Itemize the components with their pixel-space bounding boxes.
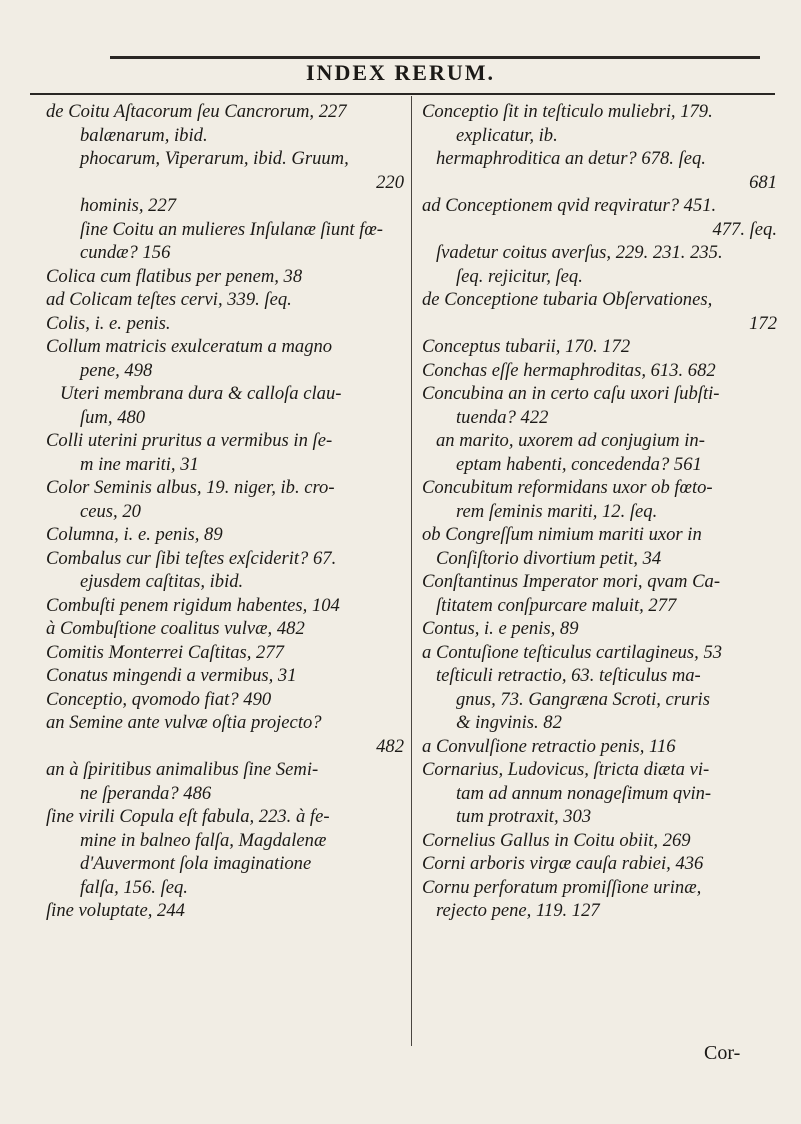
index-line: cundæ? 156	[80, 242, 171, 263]
index-line: ſine Coitu an mulieres Inſulanæ ſiunt fœ-	[80, 218, 384, 240]
index-line: balænarum, ibid.	[80, 124, 208, 146]
index-line: Colis, i. e. penis.	[46, 312, 171, 334]
index-line: à Combuſtione coalitus vulvæ, 482	[46, 618, 305, 639]
index-line: ejusdem caſtitas, ibid.	[80, 571, 244, 592]
index-line: Conſiſtorio divortium petit, 34	[436, 547, 662, 569]
index-line: Conceptio, qvomodo fiat? 490	[46, 688, 272, 710]
index-line: ob Congreſſum nimium mariti uxor in	[422, 524, 702, 545]
index-line: Cornarius, Ludovicus, ſtricta diæta vi-	[422, 759, 710, 780]
index-line: Colli uterini pruritus a vermibus in ſe-	[46, 430, 333, 451]
index-line: eptam habenti, concedenda? 561	[456, 453, 702, 475]
index-line: ſeq. rejicitur, ſeq.	[456, 265, 583, 287]
index-line: tum protraxit, 303	[456, 806, 592, 827]
index-line: Colica cum flatibus per penem, 38	[46, 265, 303, 287]
index-line: Conatus mingendi a vermibus, 31	[46, 665, 297, 686]
index-line: Contus, i. e penis, 89	[422, 618, 579, 639]
index-line: 681	[749, 171, 777, 193]
index-line: Conſtantinus Imperator mori, qvam Ca-	[422, 571, 721, 592]
index-line: ſine voluptate, 244	[46, 900, 185, 921]
index-line: hermaphroditica an detur? 678. ſeq.	[436, 148, 706, 169]
index-line: d'Auvermont ſola imaginatione	[80, 853, 312, 874]
index-line: rejecto pene, 119. 127	[436, 900, 600, 921]
index-line: Comitis Monterrei Caſtitas, 277	[46, 641, 284, 663]
index-line: ſtitatem conſpurcare maluit, 277	[436, 594, 677, 616]
left-column	[46, 100, 404, 923]
index-line: Corni arboris virgæ cauſa rabiei, 436	[422, 853, 704, 874]
column-divider	[411, 96, 412, 1046]
index-line: ne ſperanda? 486	[80, 782, 212, 804]
index-line: mine in balneo falſa, Magdalenæ	[80, 829, 327, 851]
index-line: 220	[376, 171, 404, 193]
index-line: ad Conceptionem qvid reqviratur? 451.	[422, 195, 717, 216]
index-line: rem ſeminis mariti, 12. ſeq.	[456, 500, 658, 522]
header-rule	[30, 93, 775, 95]
index-line: teſticuli retractio, 63. teſticulus ma-	[436, 665, 701, 686]
index-line: gnus, 73. Gangræna Scroti, cruris	[456, 688, 710, 710]
index-line: Concubina an in certo caſu uxori ſubſti-	[422, 383, 720, 404]
right-column	[422, 100, 777, 923]
index-line: hominis, 227	[80, 195, 177, 216]
index-line: ceus, 20	[80, 500, 141, 522]
index-line: 482	[376, 735, 404, 757]
index-line: 477. ſeq.	[712, 218, 777, 240]
index-line: Conchas eſſe hermaphroditas, 613. 682	[422, 359, 716, 381]
index-line: Color Seminis albus, 19. niger, ib. cro-	[46, 477, 335, 498]
index-line: tuenda? 422	[456, 406, 549, 428]
index-line: Uteri membrana dura & calloſa clau-	[60, 383, 342, 404]
index-line: Conceptus tubarii, 170. 172	[422, 336, 631, 357]
index-line: Columna, i. e. penis, 89	[46, 524, 223, 545]
index-line: phocarum, Viperarum, ibid. Gruum,	[80, 148, 349, 169]
top-rule	[110, 56, 760, 59]
index-line: & ingvinis. 82	[456, 712, 562, 733]
index-line: an marito, uxorem ad conjugium in-	[436, 430, 705, 451]
index-line: Cornu perforatum promiſſione urinæ,	[422, 876, 702, 898]
index-line: m ine mariti, 31	[80, 453, 199, 475]
index-line: tam ad annum nonageſimum qvin-	[456, 782, 712, 804]
index-line: de Coitu Aſtacorum ſeu Cancrorum, 227	[46, 101, 347, 122]
index-line: Concubitum reformidans uxor ob fœto-	[422, 477, 713, 498]
index-line: ſum, 480	[80, 406, 146, 428]
index-line: ſvadetur coitus averſus, 229. 231. 235.	[436, 242, 723, 263]
index-line: a Contuſione teſticulus cartilagineus, 53	[422, 641, 723, 663]
index-line: ad Colicam teſtes cervi, 339. ſeq.	[46, 289, 292, 310]
catchword: Cor-	[704, 1042, 741, 1064]
index-line: Combalus cur ſibi teſtes exſciderit? 67.	[46, 547, 337, 569]
index-line: a Convulſione retractio penis, 116	[422, 735, 676, 757]
index-line: 172	[749, 312, 777, 334]
index-line: ſine virili Copula eſt fabula, 223. à fe-	[46, 806, 330, 827]
index-line: falſa, 156. ſeq.	[80, 876, 188, 898]
page-title: INDEX RERUM.	[306, 60, 495, 85]
index-line: de Conceptione tubaria Obſervationes,	[422, 289, 713, 310]
index-line: explicatur, ib.	[456, 124, 558, 146]
index-line: an Semine ante vulvæ oſtia projecto?	[46, 712, 322, 733]
index-line: Conceptio ſit in teſticulo muliebri, 179.	[422, 101, 713, 122]
index-line: Collum matricis exulceratum a magno	[46, 336, 333, 357]
index-line: pene, 498	[80, 359, 153, 381]
index-line: an à ſpiritibus animalibus ſine Semi-	[46, 759, 319, 780]
index-line: Cornelius Gallus in Coitu obiit, 269	[422, 829, 691, 851]
index-line: Combuſti penem rigidum habentes, 104	[46, 594, 340, 616]
